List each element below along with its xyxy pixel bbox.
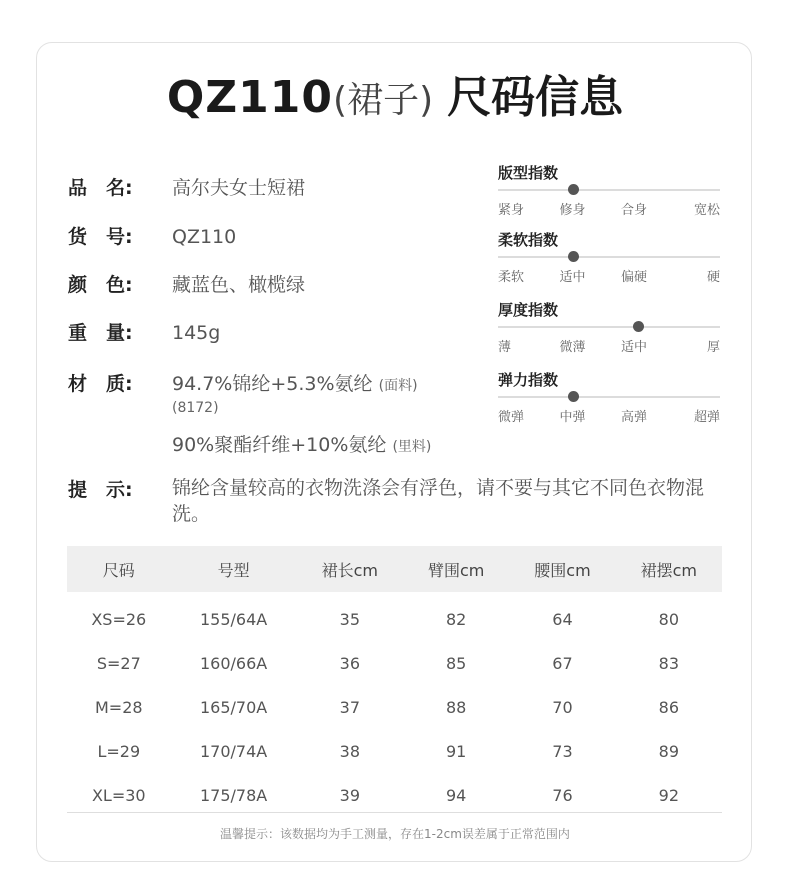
info-label: 品 名: bbox=[68, 177, 133, 199]
table-cell: M=28 bbox=[95, 697, 143, 717]
table-cell: 67 bbox=[552, 653, 573, 673]
table-row bbox=[67, 729, 722, 773]
table-cell: L=29 bbox=[97, 741, 141, 761]
info-value: 高尔夫女士短裙 bbox=[172, 177, 306, 199]
index-marker bbox=[633, 321, 644, 332]
table-cell: 38 bbox=[339, 741, 360, 761]
info-label: 重 量: bbox=[68, 322, 133, 344]
table-cell: S=27 bbox=[96, 653, 141, 673]
index-track bbox=[498, 396, 720, 398]
page-title bbox=[0, 68, 790, 131]
table-cell: 165/70A bbox=[200, 697, 268, 717]
material-line2-text: 90%聚酯纤维+10%氨纶 bbox=[172, 434, 387, 456]
index-level: 微弹 bbox=[498, 410, 525, 425]
info-label: 颜 色: bbox=[68, 274, 133, 296]
table-cell: 35 bbox=[339, 609, 360, 629]
table-header-row bbox=[67, 546, 722, 592]
index-track bbox=[498, 189, 720, 191]
index-level: 合身 bbox=[621, 203, 648, 218]
table-cell: 70 bbox=[552, 697, 573, 717]
index-fit bbox=[498, 163, 720, 218]
index-level: 修身 bbox=[559, 203, 586, 218]
index-level: 硬 bbox=[706, 270, 720, 285]
index-title: 厚度指数 bbox=[498, 301, 559, 319]
table-cell: XS=26 bbox=[91, 609, 147, 629]
info-label: 货 号: bbox=[68, 226, 133, 248]
index-track bbox=[498, 326, 720, 328]
index-levels bbox=[498, 266, 720, 285]
column-header: 号型 bbox=[171, 546, 297, 592]
index-level: 紧身 bbox=[498, 203, 525, 218]
table-cell: 86 bbox=[658, 697, 679, 717]
table-bottom-divider bbox=[67, 812, 722, 813]
title-rest: 尺码信息 bbox=[447, 72, 624, 123]
table-row bbox=[67, 773, 722, 817]
column-header: 裙长cm bbox=[297, 546, 403, 592]
index-level: 微薄 bbox=[559, 340, 586, 355]
table-cell: 39 bbox=[339, 785, 360, 805]
info-value: 145g bbox=[172, 322, 221, 344]
table-cell: 64 bbox=[552, 609, 573, 629]
index-level: 厚 bbox=[706, 340, 720, 355]
index-marker bbox=[568, 391, 579, 402]
column-header: 尺码 bbox=[67, 546, 171, 592]
info-value: 藏蓝色、橄榄绿 bbox=[172, 274, 306, 296]
info-label: 材 质: bbox=[68, 373, 133, 395]
index-level: 适中 bbox=[621, 340, 648, 355]
index-level: 中弹 bbox=[559, 410, 586, 425]
table-cell: 94 bbox=[445, 785, 467, 805]
size-table bbox=[67, 546, 722, 817]
table-cell: 83 bbox=[658, 653, 679, 673]
index-level: 超弹 bbox=[693, 410, 720, 425]
table-cell: 88 bbox=[445, 697, 467, 717]
material-line1-note: (面料) bbox=[378, 378, 418, 394]
tip-text: 锦纶含量较高的衣物洗涤会有浮色，请不要与其它不同色衣物混洗。 bbox=[172, 477, 705, 525]
index-level: 宽松 bbox=[693, 203, 720, 218]
table-cell: 170/74A bbox=[200, 741, 268, 761]
index-level: 偏硬 bbox=[621, 270, 648, 285]
material-line2-note: (里料) bbox=[392, 439, 432, 455]
index-thickness bbox=[498, 300, 720, 355]
table-cell: 73 bbox=[552, 741, 573, 761]
index-levels bbox=[498, 199, 720, 218]
table-cell: 155/64A bbox=[200, 609, 268, 629]
table-cell: 37 bbox=[339, 697, 360, 717]
column-header: 腰围cm bbox=[509, 546, 615, 592]
table-cell: 80 bbox=[658, 609, 679, 629]
column-header: 裙摆cm bbox=[616, 546, 722, 592]
table-cell: 85 bbox=[445, 653, 467, 673]
material-line1-sub: (8172) bbox=[172, 400, 219, 416]
index-levels bbox=[498, 406, 720, 425]
material-line1: 94.7%锦纶+5.3%氨纶 bbox=[172, 373, 373, 395]
table-cell: 175/78A bbox=[200, 785, 268, 805]
index-title: 柔软指数 bbox=[498, 231, 559, 249]
table-row bbox=[67, 641, 722, 685]
table-cell: 36 bbox=[339, 653, 360, 673]
index-title: 版型指数 bbox=[498, 164, 559, 182]
measurement-note: 温馨提示：该数据均为手工测量，存在1-2cm误差属于正常范围内 bbox=[220, 827, 570, 841]
index-softness bbox=[498, 230, 720, 285]
index-marker bbox=[568, 184, 579, 195]
table-cell: 76 bbox=[552, 785, 573, 805]
table-cell: XL=30 bbox=[91, 785, 146, 805]
title-code: QZ110 bbox=[166, 72, 334, 123]
info-value bbox=[172, 372, 418, 398]
index-track bbox=[498, 256, 720, 258]
table-cell: 89 bbox=[658, 741, 679, 761]
index-level: 适中 bbox=[559, 270, 586, 285]
info-value: QZ110 bbox=[172, 226, 237, 248]
title-paren: (裙子) bbox=[333, 80, 434, 121]
table-cell: 160/66A bbox=[200, 653, 268, 673]
table-row bbox=[67, 685, 722, 729]
table-cell: 92 bbox=[658, 785, 679, 805]
index-elasticity bbox=[498, 370, 720, 425]
table-cell: 91 bbox=[445, 741, 467, 761]
index-level: 高弹 bbox=[621, 410, 648, 425]
index-level: 柔软 bbox=[498, 270, 525, 285]
index-marker bbox=[568, 251, 579, 262]
table-cell: 82 bbox=[445, 609, 467, 629]
index-title: 弹力指数 bbox=[498, 371, 559, 389]
index-levels bbox=[498, 336, 720, 355]
column-header: 臂围cm bbox=[403, 546, 509, 592]
tip-label: 提 示: bbox=[68, 479, 133, 501]
table-row bbox=[67, 592, 722, 641]
material-line2 bbox=[172, 430, 431, 457]
index-level: 薄 bbox=[498, 340, 512, 355]
